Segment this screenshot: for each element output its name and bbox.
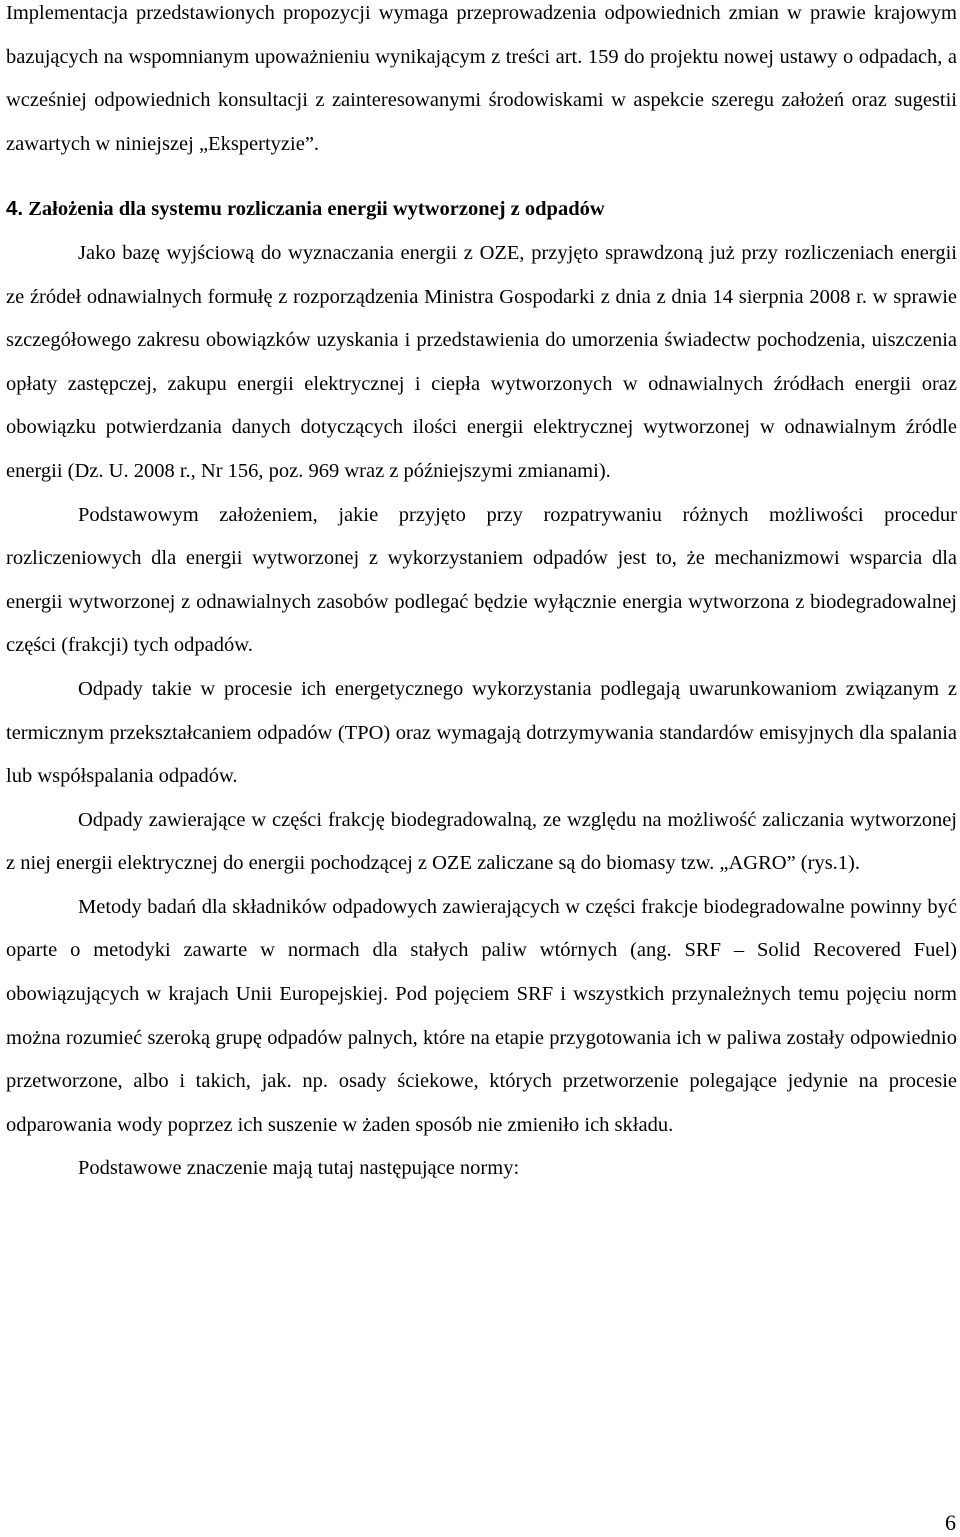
section-heading xyxy=(6,187,957,232)
body-paragraph-2: Podstawowym założeniem, jakie przyjęto przy rozpatrywaniu różnych możliwości procedur rozliczeniowych dla energii wytworzonej z wykorzystaniem odpadów jest to, że mechanizmowi wsparcia dla energii wytworzonej z odnawialnych zasobów podlegać będzie wyłącznie energia wytworzona z biodegradowalnej części (frakcji) tych odpadów. xyxy=(6,503,957,657)
body-paragraph-6: Podstawowe znaczenie mają tutaj następujące normy: xyxy=(78,1157,520,1180)
body-paragraph-4: Odpady zawierające w części frakcję biodegradowalną, ze względu na możliwość zaliczania wytworzonej z niej energii elektrycznej do energii pochodzącej z OZE zaliczane są do biomasy tzw. „AGRO” (rys.1). xyxy=(6,808,957,875)
document-page xyxy=(6,0,957,1191)
body-paragraph-5: Metody badań dla składników odpadowych zawierających w części frakcje biodegradowalne powinny być oparte o metodyki zawarte w normach dla stałych paliw wtórnych (ang. SRF – Solid Recovered Fuel) obowiązujących w krajach Unii Europejskiej. Pod pojęciem SRF i wszystkich przynależnych temu pojęciu norm można rozumieć szeroką grupę odpadów palnych, które na etapie przygotowania ich w paliwa zostały odpowiednio przetworzone, albo i takich, jak. np. osady ściekowe, których przetworzenie polegające jedynie na procesie odparowania wody poprzez ich suszenie w żaden sposób nie zmieniło ich składu. xyxy=(6,895,957,1136)
section-title: Założenia dla systemu rozliczania energii wytworzonej z odpadów xyxy=(28,198,605,221)
section-number: 4. xyxy=(6,197,24,221)
body-paragraph-3: Odpady takie w procesie ich energetycznego wykorzystania podlegają uwarunkowaniom związanym z termicznym przekształcaniem odpadów (TPO) oraz wymagają dotrzymywania standardów emisyjnych dla spalania lub współspalania odpadów. xyxy=(6,677,957,788)
page-number: 6 xyxy=(945,1510,956,1535)
body-paragraph-1: Jako bazę wyjściową do wyznaczania energii z OZE, przyjęto sprawdzoną już przy rozliczeniach energii ze źródeł odnawialnych formułę z rozporządzenia Ministra Gospodarki z dnia z dnia 14 sierpnia 2008 r. w sprawie szczegółowego zakresu obowiązków uzyskania i przedstawienia do umorzenia świadectw pochodzenia, uiszczenia opłaty zastępczej, zakupu energii elektrycznej i ciepła wytworzonych w odnawialnych źródłach energii oraz obowiązku potwierdzania danych dotyczących ilości energii elektrycznej wytworzonej w odnawialnym źródle energii (Dz. U. 2008 r., Nr 156, poz. 969 wraz z późniejszymi zmianami). xyxy=(6,241,957,482)
intro-paragraph: Implementacja przedstawionych propozycji wymaga przeprowadzenia odpowiednich zmian w prawie krajowym bazujących na wspomnianym upoważnieniu wynikającym z treści art. 159 do projektu nowej ustawy o odpadach, a wcześniej odpowiednich konsultacji z zainteresowanymi środowiskami w aspekcie szeregu założeń oraz sugestii zawartych w niniejszej „Ekspertyzie”. xyxy=(6,2,957,155)
